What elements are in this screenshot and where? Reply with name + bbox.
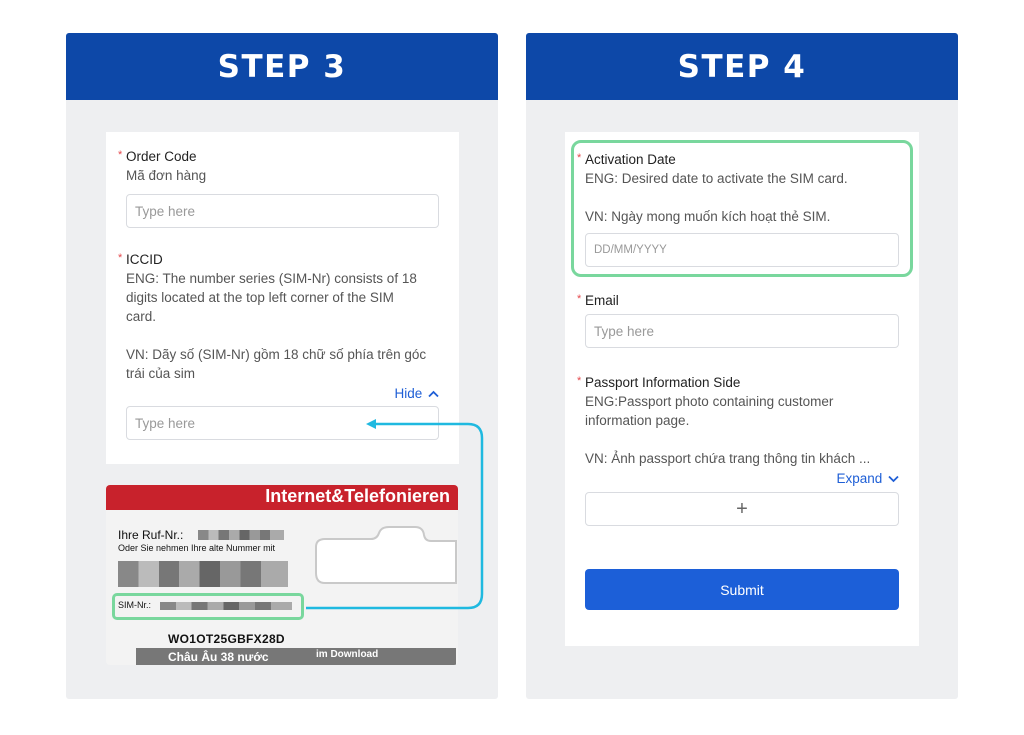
iccid-label-text: ICCID	[126, 252, 163, 267]
plus-icon: +	[736, 497, 748, 520]
submit-button[interactable]: Submit	[585, 569, 899, 610]
sim-cutout-shape	[311, 525, 458, 585]
passport-desc-vn: VN: Ảnh passport chứa trang thông tin khách ...	[585, 451, 871, 466]
order-code-sublabel: Mã đơn hàng	[126, 168, 207, 183]
passport-desc-eng-1: ENG:Passport photo containing customer	[585, 394, 834, 409]
activation-date-input[interactable]: DD/MM/YYYY	[585, 233, 899, 267]
sim-card-brand: Internet&Telefonieren	[265, 486, 450, 506]
activation-date-label-text: Activation Date	[585, 152, 676, 167]
email-input[interactable]: Type here	[585, 314, 899, 348]
expand-toggle[interactable]	[585, 469, 899, 488]
email-field	[577, 291, 899, 348]
passport-label	[577, 373, 899, 392]
step-3-banner: STEP 3	[66, 33, 498, 100]
sim-code: WO1OT25GBFX28D	[168, 632, 285, 646]
iccid-desc-eng-1: ENG: The number series (SIM-Nr) consists of 18	[126, 271, 417, 286]
chevron-down-icon	[888, 475, 899, 483]
sim-region: Châu Âu 38 nước	[168, 650, 269, 664]
required-marker: *	[118, 149, 123, 161]
passport-field	[577, 373, 899, 526]
sim-ruf-label: Ihre Ruf-Nr.:	[118, 528, 184, 542]
order-code-field	[118, 147, 439, 228]
step-3-form-card	[106, 132, 459, 464]
iccid-desc-vn-2: trái của sim	[126, 366, 196, 381]
sim-ruf-sub: Oder Sie nehmen Ihre alte Nummer mit	[118, 543, 276, 553]
activation-desc-vn: VN: Ngày mong muốn kích hoạt thẻ SIM.	[585, 209, 831, 224]
iccid-label	[118, 250, 439, 269]
sim-download: im Download	[316, 649, 379, 660]
iccid-desc-vn-1: VN: Dãy số (SIM-Nr) gồm 18 chữ số phía trên góc	[126, 347, 427, 362]
chevron-up-icon	[428, 390, 439, 398]
blurred-block	[118, 561, 288, 587]
required-marker: *	[577, 293, 582, 305]
order-code-label-text: Order Code	[126, 149, 197, 164]
iccid-field	[118, 250, 439, 440]
required-marker: *	[577, 152, 582, 164]
passport-upload-button[interactable]	[585, 492, 899, 526]
order-code-input[interactable]: Type here	[126, 194, 439, 228]
iccid-desc-eng-2: digits located at the top left corner of the SIM	[126, 290, 394, 305]
passport-desc-eng-2: information page.	[585, 413, 690, 428]
iccid-input[interactable]: Type here	[126, 406, 439, 440]
hide-toggle-label: Hide	[394, 386, 423, 401]
sim-card-photo	[106, 485, 458, 665]
step-4-panel	[526, 33, 958, 699]
passport-label-text: Passport Information Side	[585, 375, 741, 390]
sim-nr-highlight	[112, 593, 304, 620]
expand-toggle-label: Expand	[836, 471, 883, 486]
step-3-panel	[66, 33, 498, 699]
hide-toggle[interactable]	[126, 384, 439, 403]
activation-desc-eng: ENG: Desired date to activate the SIM card.	[585, 171, 848, 186]
required-marker: *	[118, 252, 123, 264]
email-label-text: Email	[585, 293, 619, 308]
order-code-label	[118, 147, 439, 166]
email-label	[577, 291, 899, 310]
required-marker: *	[577, 375, 582, 387]
activation-date-highlight	[571, 140, 913, 277]
iccid-desc-eng-3: card.	[126, 309, 157, 324]
sim-nr-label: SIM-Nr.:	[118, 600, 151, 610]
blurred-number	[198, 530, 284, 540]
step-4-banner: STEP 4	[526, 33, 958, 100]
